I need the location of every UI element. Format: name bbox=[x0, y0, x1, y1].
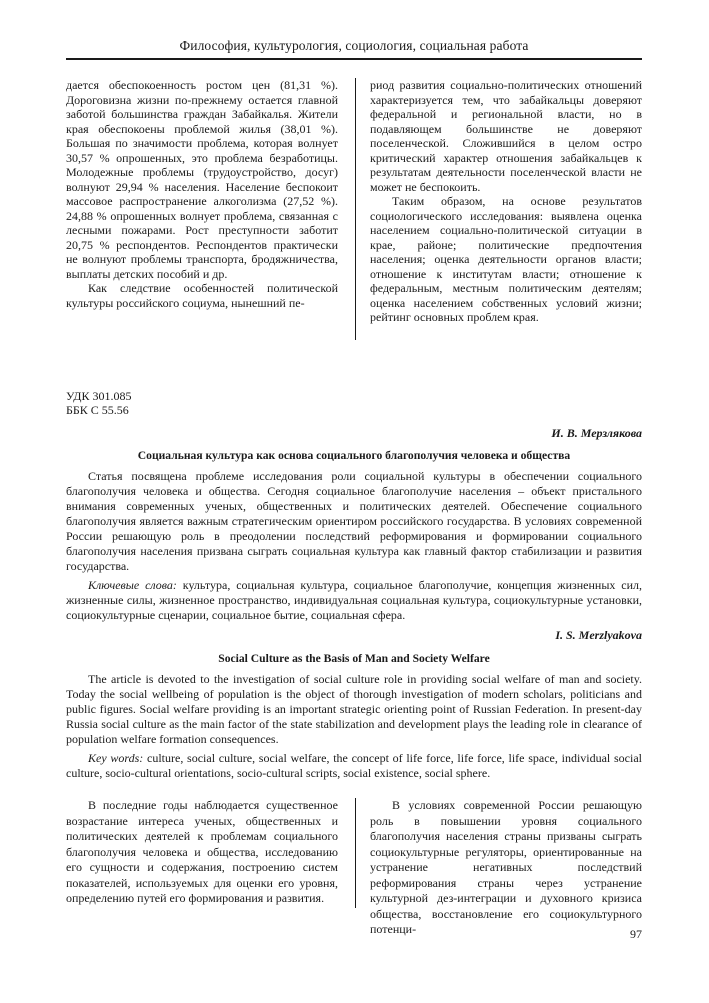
keywords-en-label: Key words: bbox=[88, 751, 144, 765]
abstract-ru-block bbox=[66, 469, 642, 623]
column-divider-top bbox=[355, 78, 356, 340]
keywords-en-text: culture, social culture, social welfare, the concept of life force, life force, life space, individual social culture, socio-cultural orientations, socio-cultural scripts, social existence, social sphere. bbox=[66, 751, 642, 780]
keywords-ru bbox=[66, 578, 642, 623]
udk-code: УДК 301.085 bbox=[66, 389, 132, 403]
top-left-paragraph-2: Как следствие особенностей политической культуры российского социума, нынешний пе- bbox=[66, 281, 338, 310]
top-right-paragraph-1: риод развития социально-политических отношений характеризуется тем, что забайкальцы доверяют федеральной и региональной власти, но в подавляющем большинстве не доверяют поселенческой. Сложившийся в целом остро критический характер отношения забайкальцев к результатам деятельности поселенческой власти не может не беспокоить. bbox=[370, 78, 642, 194]
author-en: I. S. Merzlyakova bbox=[555, 628, 642, 642]
keywords-ru-label: Ключевые слова: bbox=[88, 578, 177, 592]
running-header: Философия, культурология, социология, социальная работа bbox=[179, 38, 529, 53]
column-divider-bottom bbox=[355, 798, 356, 908]
top-right-paragraph-2: Таким образом, на основе результатов социологического исследования: выявлена оценка населением социально-политической ситуации в крае, районе; политические предпочтения населения; оценка деятельности органов власти; отношение к институтам власти; отношение к федеральным, местным политическим деятелям; оценка населением собственных условий жизни; рейтинг основных проблем края. bbox=[370, 194, 642, 324]
header-rule bbox=[66, 58, 642, 60]
classification-codes bbox=[66, 389, 131, 417]
bottom-left-column bbox=[66, 798, 338, 907]
bbk-code: ББК С 55.56 bbox=[66, 403, 129, 417]
abstract-ru: Статья посвящена проблеме исследования роли социальной культуры в обеспечении социального благополучия человека и общества. Сегодня социальное благополучие населения – объект пристального внимания современных ученых, общественных и политических деятелей. Обеспечение социального благополучия является важным стратегическим ориентиром российского государства. В условиях современной России решающую роль в преодолении последствий реформирования и формировании социального благополучия населения призвана сыграть социальная культура как главный фактор стабилизации и развития государства. bbox=[66, 469, 642, 573]
title-en: Social Culture as the Basis of Man and Society Welfare bbox=[218, 652, 490, 665]
title-ru: Социальная культура как основа социального благополучия человека и общества bbox=[137, 449, 571, 462]
top-left-column bbox=[66, 78, 338, 310]
page-number: 97 bbox=[630, 927, 642, 941]
abstract-en-block bbox=[66, 672, 642, 781]
abstract-en: The article is devoted to the investigation of social culture role in providing social welfare of man and society. Today the social wellbeing of population is the object of thorough investigation of modern scholars, politicians and public figures. Social welfare providing is an important strategic orienting point of Russian Federation. In present-day Russia social culture as the main factor of the state stabilization and development plays the leading role in clearance of population welfare formation consequences. bbox=[66, 672, 642, 746]
bottom-right-column bbox=[370, 798, 642, 938]
bottom-left-paragraph: В последние годы наблюдается существенное возрастание интереса ученых, общественных и политических деятелей к проблемам социального благополучия человека и общества, исследованию его сущности и содержания, построению систем показателей, используемых для оценки его уровня, определению путей его формирования и развития. bbox=[66, 798, 338, 905]
top-left-paragraph-1: дается обеспокоенность ростом цен (81,31 %). Дороговизна жизни по-прежнему остается главной заботой большинства граждан Забайкалья. Жители края обеспокоены проблемой жилья (38,01 %). Большая по значимости проблема, которая волнует 30,57 % опрошенных, это проблема безработицы. Молодежные проблемы (трудоустройство, досуг) волнуют 29,94 % населения. Население беспокоит массовое распространение алкоголизма (27,52 %). 24,88 % опрошенных волнует проблема, связанная с лесными пожарами. Рост преступности заботит 20,75 % респондентов. Респондентов практически не волнуют проблемы транспорта, бродяжничества, выплаты детских пособий и др. bbox=[66, 78, 338, 281]
top-right-column bbox=[370, 78, 642, 325]
keywords-en bbox=[66, 751, 642, 781]
bottom-right-paragraph: В условиях современной России решающую роль в повышении уровня социального благополучия населения страны призваны сыграть социокультурные регуляторы, ориентированные на устранение негативных последствий реформирования страны через устранение культурной дез-интеграции и духовного кризиса общества, восстановление его социокультурного потенци- bbox=[370, 798, 642, 936]
author-ru: И. В. Мерзлякова bbox=[551, 426, 642, 440]
keywords-ru-text: культура, социальная культура, социальное благополучие, концепция жизненных сил, жизненные силы, жизненное пространство, индивидуальная социальная культура, социокультурные установки, социокультурные сценарии, социальное бытие, социальная сфера. bbox=[66, 578, 643, 622]
